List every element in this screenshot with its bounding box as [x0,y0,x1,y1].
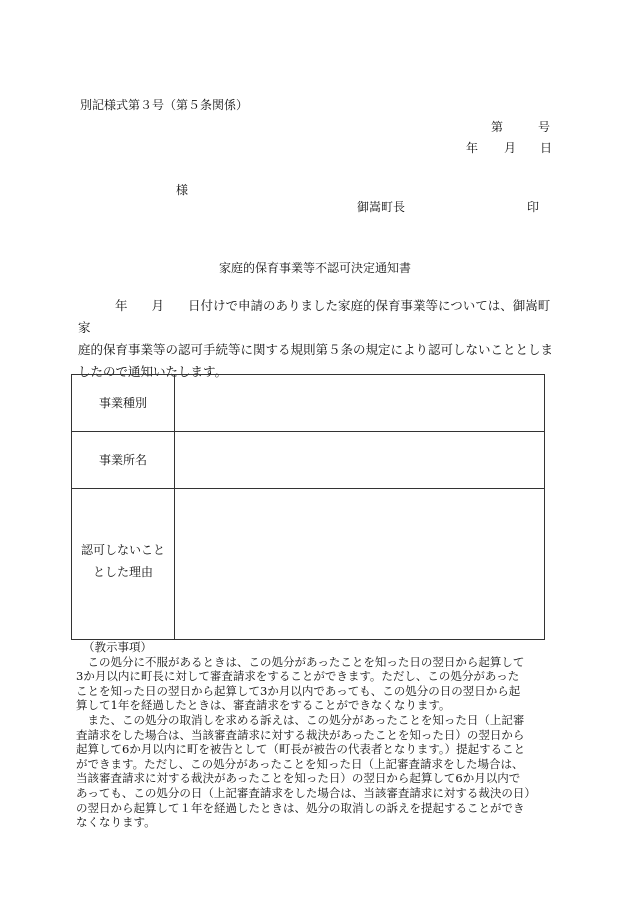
notes-line: あっても、この処分の日（上記審査請求をした場合は、当該審査請求に対する裁決の日） [76,785,536,800]
body-month-label: 月 [151,298,165,313]
notes-paragraph-1 [76,655,554,713]
issuer-name: 御嵩町長 [357,200,406,214]
body-year-label: 年 [115,298,128,313]
reason-value [175,489,545,640]
facility-name-value [175,432,545,489]
reason-label [72,489,175,640]
notes-line: ができます。ただし、この処分があったことを知った日（上記審査請求をした場合は、 [76,756,524,771]
body-line-1: 日付けで申請のありました家庭的保育事業等については、御嵩町家 [78,298,551,335]
table-row-facility-name [72,432,545,489]
table-row-business-type [72,375,545,432]
recipient-honorific: 様 [176,183,189,197]
business-type-label: 事業種別 [72,375,175,432]
info-table [71,374,545,640]
body-paragraph [78,295,556,383]
notes-line: ことを知った日の翌日から起算して3か月以内であっても、この処分の日の翌日から起 [76,683,521,698]
notes-heading: （教示事項） [83,640,152,654]
date-month-label: 月 [504,141,517,155]
notes-line: なくなります。 [76,815,156,830]
reason-label-line-1: 認可しないこと [80,543,165,557]
notes-line: 起算して6か月以内に町を被告として（町長が被告の代表者となります。）提起すること [76,742,526,757]
document-title: 家庭的保育事業等不認可決定通知書 [218,261,411,275]
date-year-label: 年 [466,141,479,155]
business-type-value [175,375,545,432]
notes-line: この処分に不服があるときは、この処分があったことを知った日の翌日から起算して [76,654,525,669]
notes-line: 算して1年を経過したときは、審査請求をすることができなくなります。 [76,698,451,713]
form-number: 別記様式第３号（第５条関係） [80,98,249,112]
instruction-notes [76,640,554,830]
notes-line: の翌日から起算して１年を経過したときは、処分の取消しの訴えを提起することができ [76,800,525,815]
notes-paragraph-2 [76,713,554,830]
notes-line: 当該審査請求に対する裁決があったことを知った日）の翌日から起算して6か月以内で [76,771,521,786]
reason-label-line-2: とした理由 [92,565,153,579]
facility-name-label: 事業所名 [72,432,175,489]
date-day-label: 日 [540,141,553,155]
notes-line: 査請求をした場合は、当該審査請求に対する裁決があったことを知った日）の翌日から [76,727,525,742]
seal-mark: 印 [527,200,540,214]
body-line-3: したので通知いたします。 [78,364,228,379]
body-line-2: 庭的保育事業等の認可手続等に関する規則第５条の規定により認可しないこととしま [78,342,554,357]
table-row-reason [72,489,545,640]
notes-line: 3か月以内に町長に対して審査請求をすることができます。ただし、この処分があった [76,669,520,684]
document-number-prefix: 第 [491,120,504,134]
notes-line: また、この処分の取消しを求める訴えは、この処分があったことを知った日（上記審 [76,712,525,727]
document-number-suffix: 号 [538,120,551,134]
